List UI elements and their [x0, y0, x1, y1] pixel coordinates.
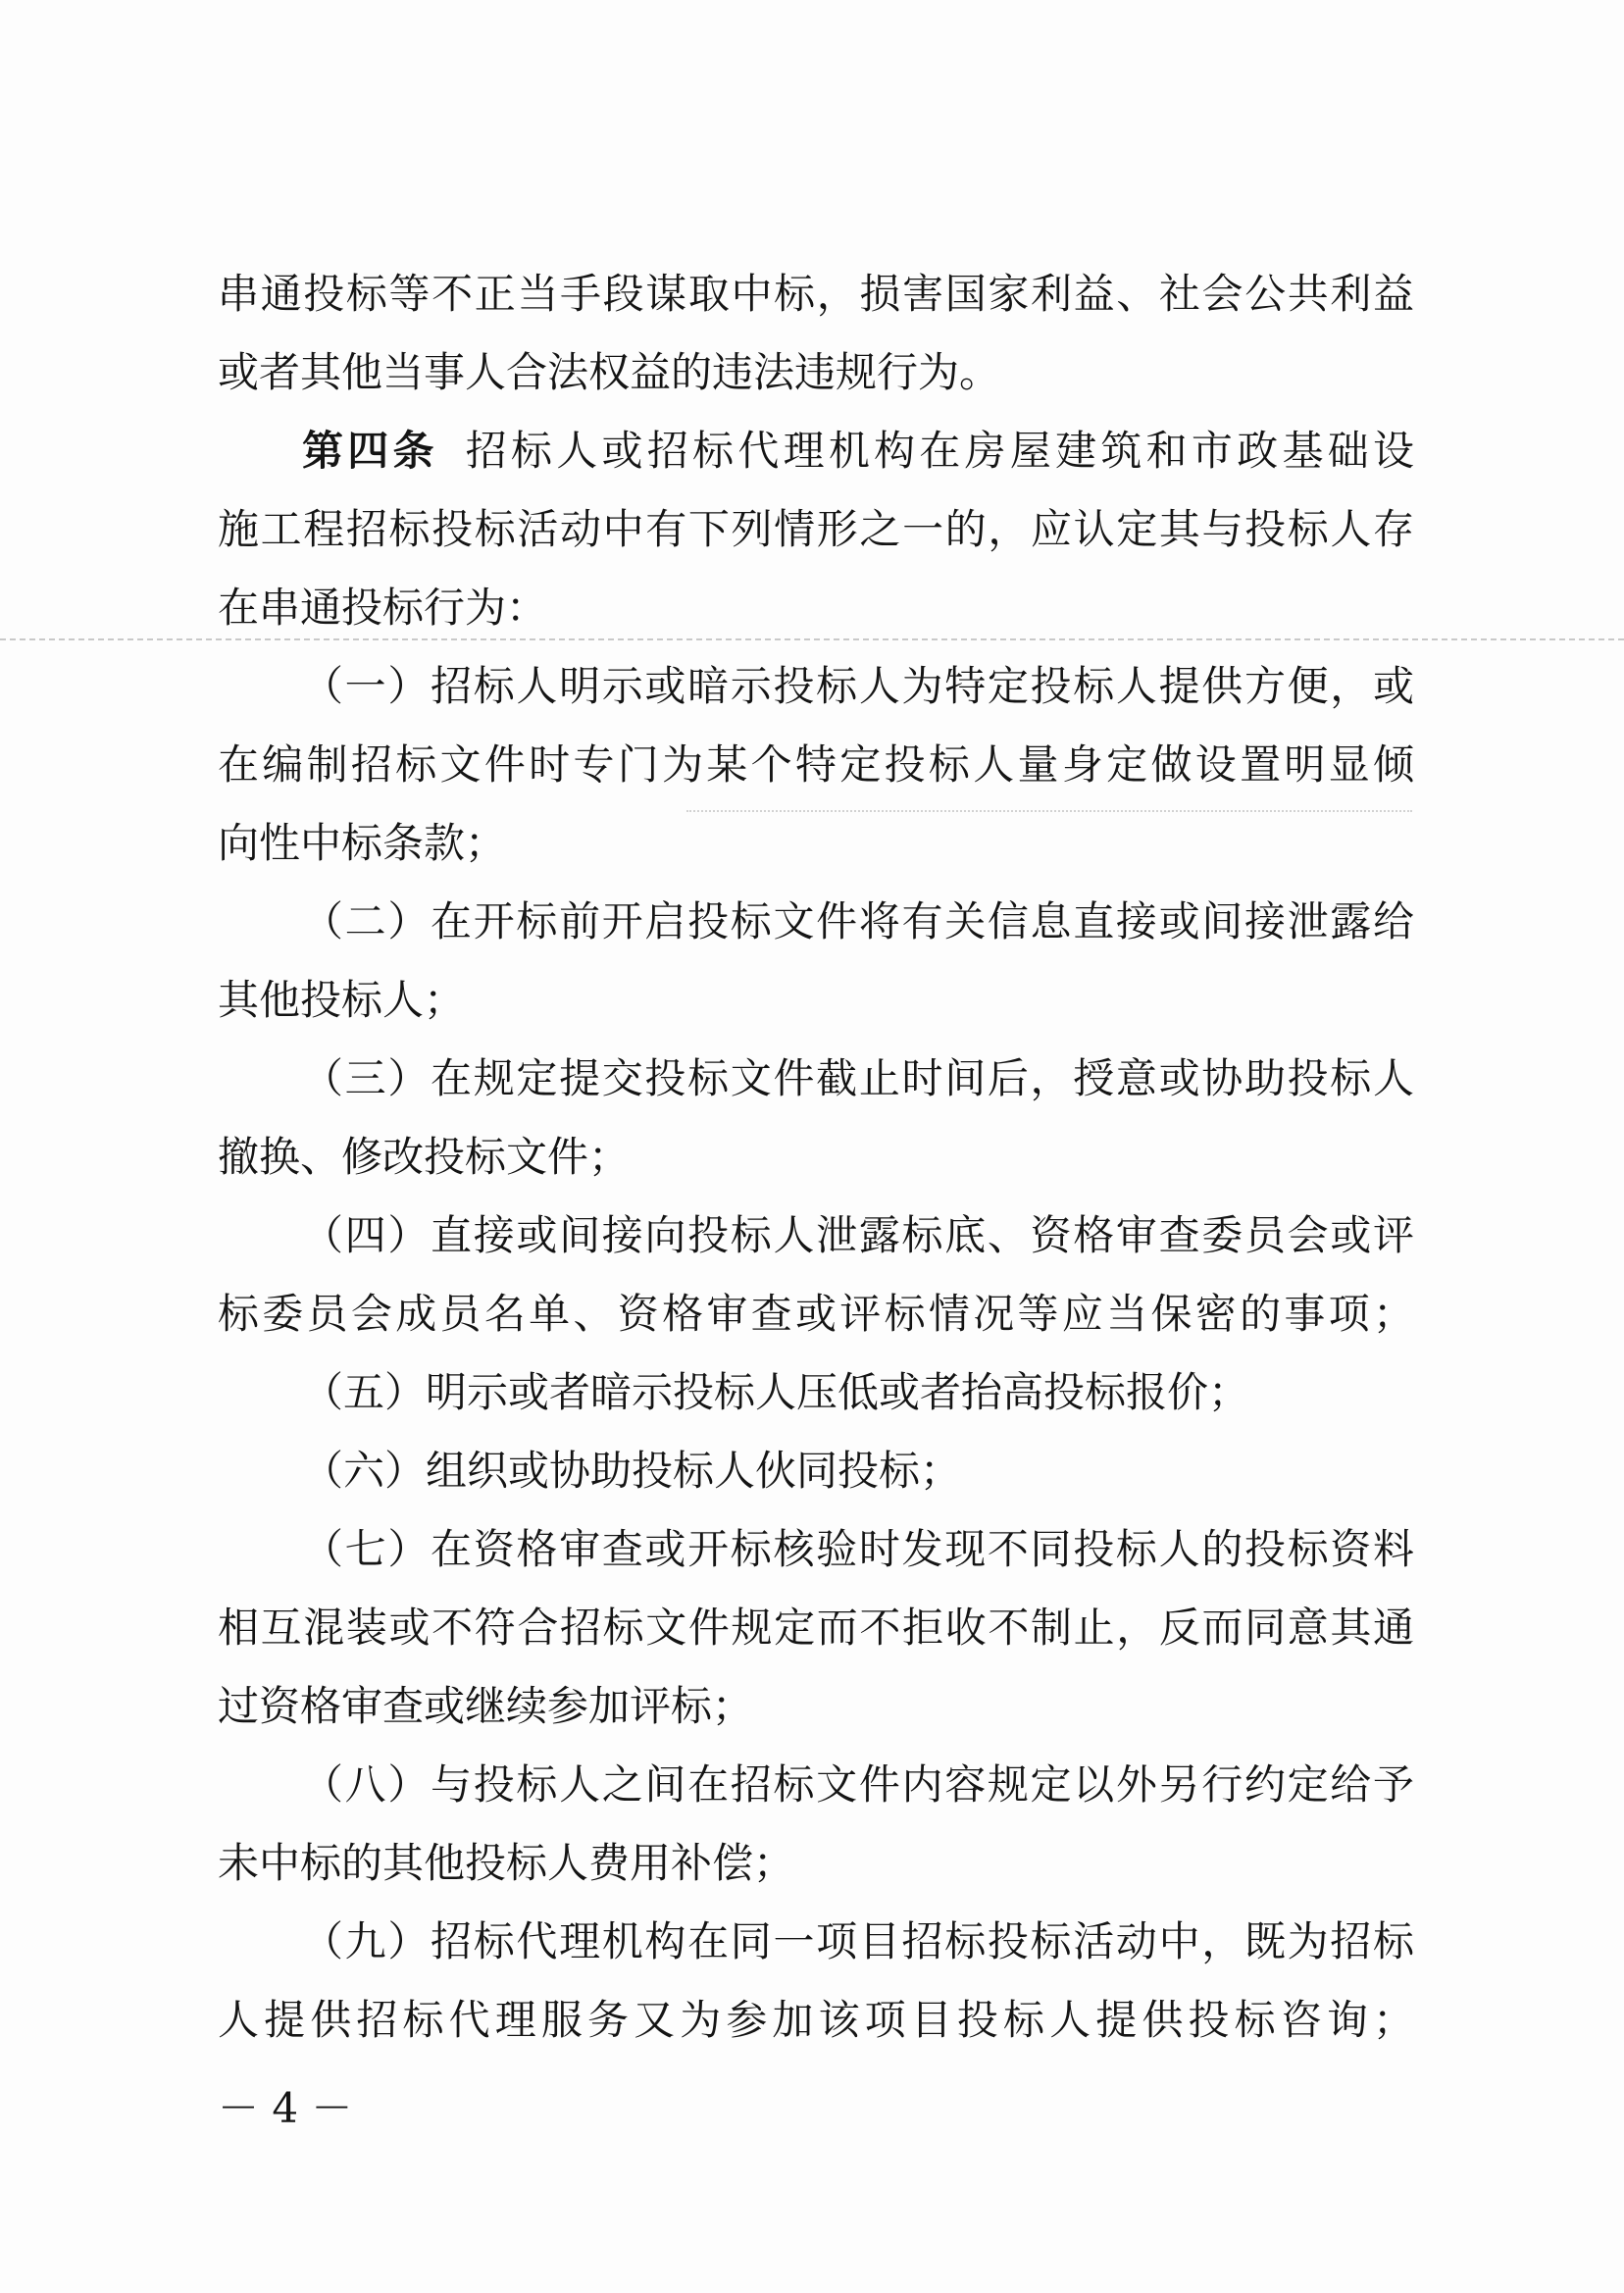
list-item-line: （一）招标人明示或暗示投标人为特定投标人提供方便，或 [302, 662, 1414, 710]
list-item-line: （八）与投标人之间在招标文件内容规定以外另行约定给予 [302, 1760, 1414, 1809]
list-item-line: （五）明示或者暗示投标人压低或者抬高投标报价； [302, 1368, 1250, 1416]
list-item-line: （二）在开标前开启投标文件将有关信息直接或间接泄露给 [302, 897, 1414, 945]
list-item-line: 未中标的其他投标人费用补偿； [218, 1839, 795, 1887]
list-item-line: （九）招标代理机构在同一项目招标投标活动中，既为招标 [302, 1917, 1414, 1965]
list-item-line: 撤换、修改投标文件； [218, 1133, 631, 1181]
list-item-line: （六）组织或协助投标人伙同投标； [302, 1447, 962, 1495]
paragraph-line: 施工程招标投标活动中有下列情形之一的，应认定其与投标人存 [218, 505, 1414, 553]
list-item-line: 相互混装或不符合招标文件规定而不拒收不制止，反而同意其通 [218, 1604, 1414, 1652]
list-item-line: 标委员会成员名单、资格审查或评标情况等应当保密的事项； [218, 1290, 1414, 1338]
list-item-line: （四）直接或间接向投标人泄露标底、资格审查委员会或评 [302, 1211, 1414, 1259]
paragraph-line: 在串通投标行为： [218, 584, 548, 632]
paragraph-line: 串通投标等不正当手段谋取中标，损害国家利益、社会公共利益 [218, 270, 1414, 318]
article-text: 招标人或招标代理机构在房屋建筑和市政基础设 [465, 427, 1414, 475]
scan-artifact-dots [686, 810, 1412, 812]
page-number: － 4 － [218, 2084, 353, 2132]
article-heading: 第四条 [302, 427, 438, 475]
list-item-line: 过资格审查或继续参加评标； [218, 1682, 754, 1730]
article-four-first-line [302, 424, 1414, 479]
paragraph-line: 或者其他当事人合法权益的违法违规行为。 [218, 348, 1001, 396]
list-item-line: 其他投标人； [218, 976, 466, 1024]
list-item-line: 在编制招标文件时专门为某个特定投标人量身定做设置明显倾 [218, 740, 1414, 789]
list-item-line: 人提供招标代理服务又为参加该项目投标人提供投标咨询； [218, 1996, 1414, 2044]
scan-artifact-line [0, 638, 1624, 640]
list-item-line: （三）在规定提交投标文件截止时间后，授意或协助投标人 [302, 1054, 1414, 1102]
list-item-line: 向性中标条款； [218, 819, 507, 867]
list-item-line: （七）在资格审查或开标核验时发现不同投标人的投标资料 [302, 1525, 1414, 1573]
